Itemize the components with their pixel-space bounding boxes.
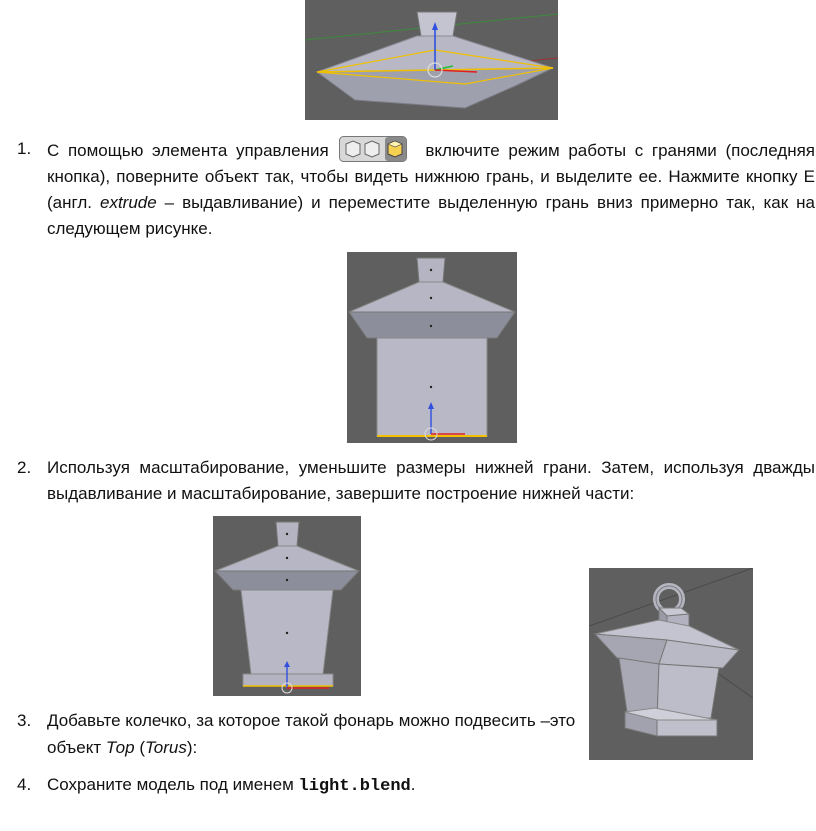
step-1-term: extrude — [99, 193, 157, 212]
step-4-filename: light.blend — [298, 777, 411, 796]
step-3-object-en: Torus — [144, 738, 187, 757]
step-4-number: 4. — [17, 775, 32, 794]
step-4-text-end: . — [410, 775, 416, 794]
step-4-text-start: Сохраните модель под именем — [47, 775, 299, 794]
step-3-line-1: Добавьте колечко, за которое такой фонарь можно подвесить –это — [47, 711, 576, 730]
vertex-select-icon — [346, 141, 360, 157]
step-4-text — [47, 772, 415, 800]
figure-extruded-body — [347, 252, 517, 443]
step-3-paren-close: ): — [186, 738, 198, 757]
select-mode-control — [339, 136, 407, 162]
step-1-text — [47, 136, 815, 242]
face-select-icon — [388, 141, 402, 157]
figure-lower-part — [213, 516, 361, 696]
figure-lantern-top-render — [305, 0, 558, 120]
edge-select-icon — [365, 141, 379, 157]
step-3-number: 3. — [17, 711, 32, 730]
step-1-text-end: – выдавливание) и переместите выделенную грань вниз примерно так, как на следующем рисунке. — [47, 193, 815, 238]
step-1-text-start: С помощью элемента управления — [47, 141, 329, 160]
step-2-text: Используя масштабирование, уменьшите размеры нижней грани. Затем, используя дважды выдавливание и масштабирование, завершите построение нижней части: — [47, 458, 815, 503]
figure-lantern-with-ring — [589, 568, 753, 760]
step-3-object-label: объект — [47, 738, 106, 757]
step-3-line-2 — [47, 735, 197, 761]
step-2-number: 2. — [17, 458, 32, 477]
step-3-paren-open: ( — [134, 738, 145, 757]
step-1-text-continued: включите режим работы с гранями (последняя кнопка), поверните объект так, чтобы видеть нижнюю грань, и выделите ее. Нажмите кнопку E (англ. — [47, 141, 815, 212]
step-3-object-ru: Тор — [105, 738, 135, 757]
step-1-number: 1. — [17, 139, 32, 158]
